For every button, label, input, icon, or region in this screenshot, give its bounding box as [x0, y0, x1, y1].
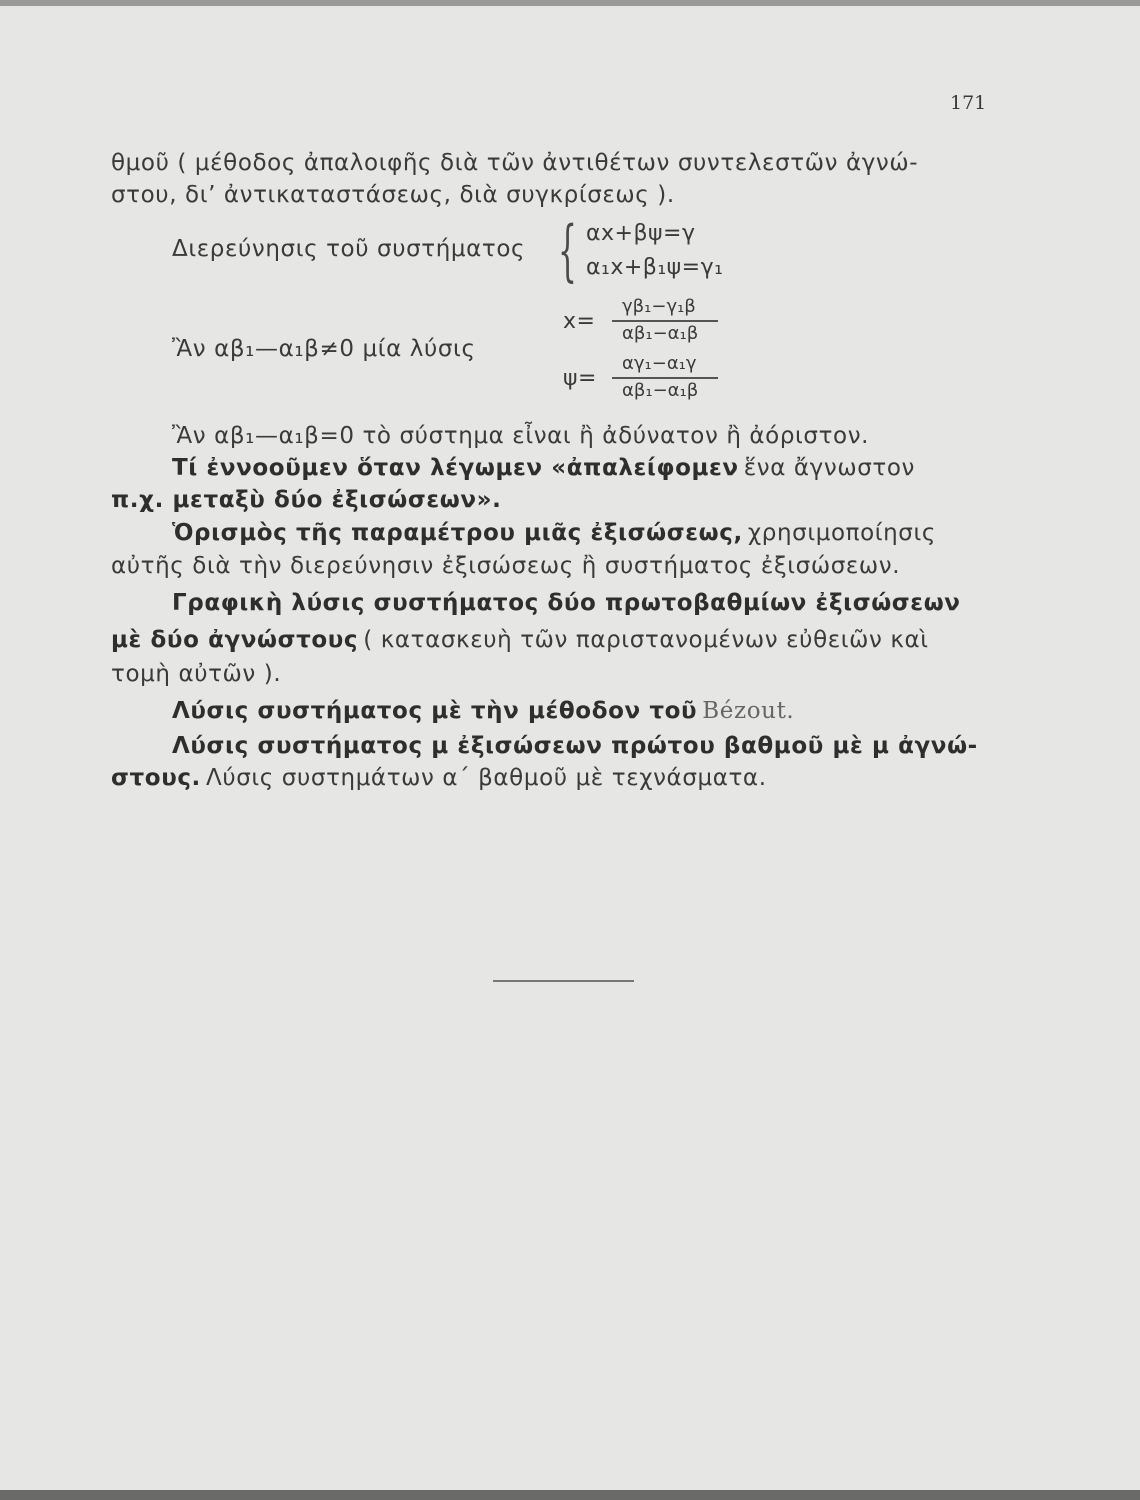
topic-heading: π.χ. μεταξὺ δύο ἐξισώσεων».	[111, 487, 502, 513]
psi-label: ψ=	[563, 366, 597, 391]
paragraph-line: αὐτῆς διὰ τὴν διερεύνησιν ἐξισώσεως ἢ συστήματος ἐξισώσεων.	[111, 553, 901, 579]
paragraph-line: τομὴ αὐτῶν ).	[111, 661, 282, 687]
psi-numerator: αγ₁−α₁γ	[622, 353, 697, 374]
x-label: x=	[563, 309, 596, 334]
topic-heading: Ὁρισμὸς τῆς παραμέτρου μιᾶς ἐξισώσεως,	[172, 520, 743, 546]
topic-text: Λύσις συστημάτων α΄ βαθμοῦ μὲ τεχνάσματα.	[206, 765, 767, 791]
left-brace: {	[558, 212, 577, 289]
section-rule	[493, 980, 634, 982]
discussion-label: Διερεύνησις τοῦ συστήματος	[172, 236, 526, 262]
topic-text: χρησιμοποίησις	[747, 520, 936, 546]
zero-condition: Ἂν αβ₁—α₁β=0 τὸ σύστημα εἶναι ἢ ἀδύνατον ἢ ἀόριστον.	[172, 423, 870, 449]
equation-2: α₁x+β₁ψ=γ₁	[586, 255, 724, 280]
paragraph-line: θμοῦ ( μέθοδος ἀπαλοιφῆς διὰ τῶν ἀντιθέτων συντελεστῶν ἀγνώ-	[111, 150, 919, 176]
topic-text: ἕνα ἄγνωστον	[743, 455, 915, 481]
x-denominator: αβ₁−α₁β	[622, 323, 699, 344]
nonzero-condition: Ἂν αβ₁—α₁β≠0 μία λύσις	[172, 336, 476, 362]
paragraph-line: στου, δι’ ἀντικαταστάσεως, διὰ συγκρίσεως ).	[111, 182, 675, 208]
topic-heading: Γραφικὴ λύσις συστήματος δύο πρωτοβαθμίων ἐξισώσεων	[172, 590, 961, 616]
topic-text: ( κατασκευὴ τῶν παριστανομένων εὐθειῶν καὶ	[363, 627, 929, 653]
topic-line	[111, 627, 929, 653]
topic-heading: μὲ δύο ἀγνώστους	[111, 627, 359, 653]
x-numerator: γβ₁−γ₁β	[622, 296, 696, 317]
page-bottom-edge	[0, 1490, 1140, 1500]
psi-denominator: αβ₁−α₁β	[622, 380, 699, 401]
page-number: 171	[950, 92, 987, 114]
topic-heading: Λύσις συστήματος μὲ τὴν μέθοδον τοῦ	[172, 698, 698, 724]
topic-heading: στους.	[111, 765, 201, 791]
topic-line	[172, 698, 794, 724]
bezout-name: Bézout.	[702, 698, 795, 724]
psi-fraction-bar	[612, 377, 718, 379]
equation-1: αx+βψ=γ	[586, 221, 696, 246]
x-fraction-bar	[612, 320, 718, 322]
topic-heading: Λύσις συστήματος μ ἐξισώσεων πρώτου βαθμοῦ μὲ μ ἀγνώ-	[172, 733, 978, 759]
topic-line	[172, 455, 915, 481]
page-top-edge	[0, 0, 1140, 6]
topic-line	[111, 765, 767, 791]
topic-heading: Τί ἐννοοῦμεν ὅταν λέγωμεν «ἀπαλείφομεν	[172, 455, 739, 481]
topic-line	[172, 520, 936, 546]
